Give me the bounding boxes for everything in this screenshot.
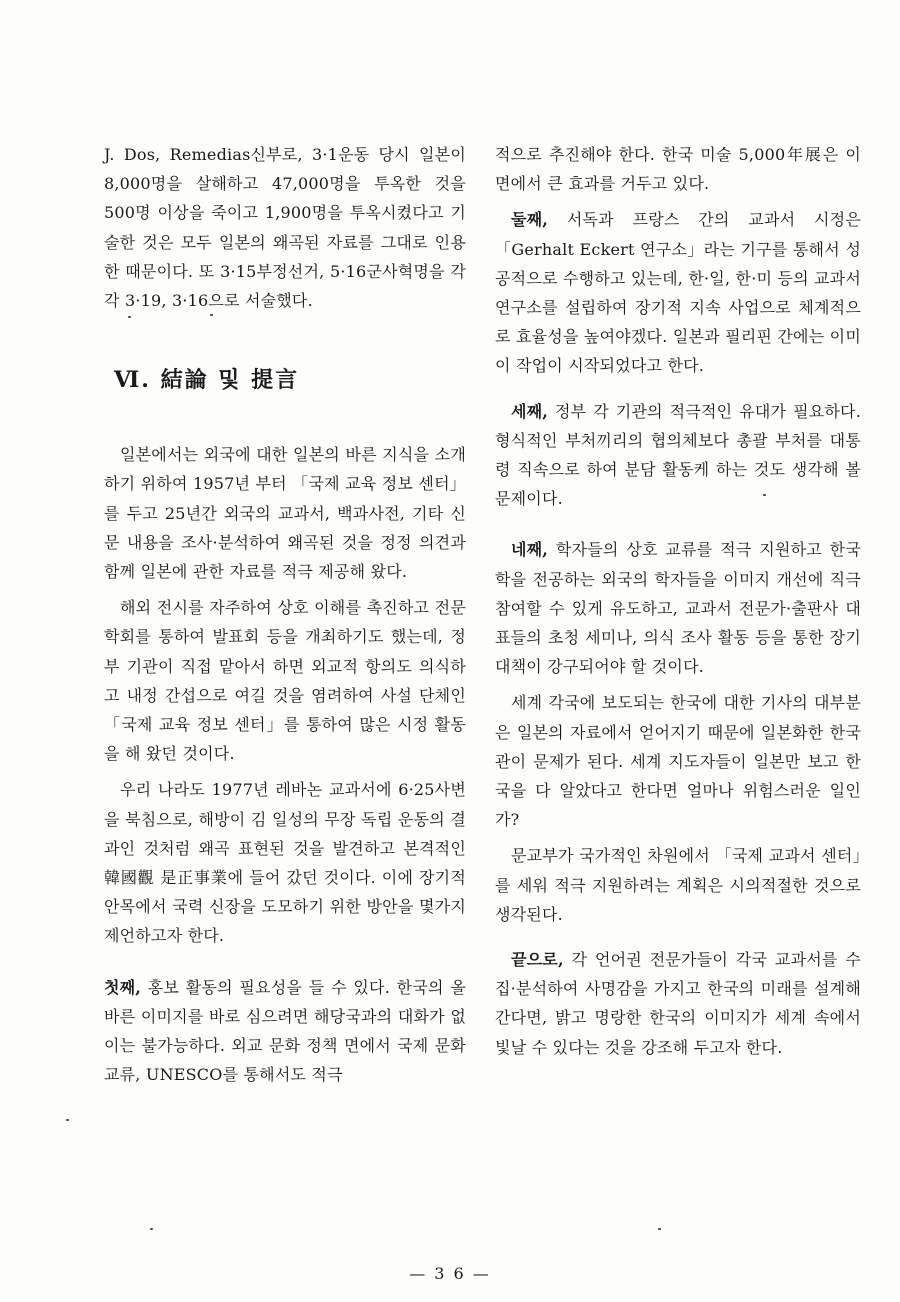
scan-speck <box>66 1119 69 1121</box>
paragraph-japan-center: 일본에서는 외국에 대한 일본의 바른 지식을 소개하기 위하여 1957년 부터 「국제 교육 정보 센터」를 두고 25년간 외국의 교과서, 백과사전, 기타 신문 내용을 조사·분석하여 왜곡된 것을 정정 의견과 함께 일본에 관한 자료를 적극 제공해 왔다. <box>104 445 466 582</box>
paragraph-first-proposal <box>104 973 466 1090</box>
last-body: 각 언어권 전문가들이 각국 교과서를 수집·분석하여 사명감을 가지고 한국의 미래를 설계해 간다면, 밝고 명랑한 한국의 이미지가 세계 속에서 빛날 수 있다는 것을 강조해 두고자 한다. <box>495 950 861 1057</box>
continuation-paragraph: 적으로 추진해야 한다. 한국 미술 5,000年展은 이 면에서 큰 효과를 거두고 있다. <box>495 145 861 194</box>
paragraph-ministry-plan: 문교부가 국가적인 차원에서 「국제 교과서 센터」를 세워 적극 지원하려는 계획은 시의적절한 것으로 생각된다. <box>495 846 861 924</box>
paragraph-korea-1977: 우리 나라도 1977년 레바논 교과서에 6·25사변을 북침으로, 해방이 김 일성의 무장 독립 운동의 결과인 것처럼 왜곡 표현된 것을 발견하고 본격적인 韓國觀 是正事業에 들어 갔던 것이다. 이에 장기적 안목에서 국력 신장을 도모하기 위한 방안을 몇가지 제언하고자 한다. <box>104 780 466 946</box>
second-body: 서독과 프랑스 간의 교과서 시정은 「Gerhalt Eckert 연구소」라는 기구를 통해서 성공적으로 수행하고 있는데, 한·일, 한·미 등의 교과서 연구소를 설립하여 장기적 지속 사업으로 체계적으로 효율성을 높여야겠다. 일본과 필리핀 간에는 이미 이 작업이 시작되었다고 한다. <box>495 210 861 376</box>
section-heading: Ⅵ. 結論 및 提言 <box>114 367 300 394</box>
paragraph-fourth-proposal <box>495 535 861 681</box>
paragraph-exhibitions: 해외 전시를 자주하여 상호 이해를 촉진하고 전문 학회를 통하여 발표회 등을 개최하기도 했는데, 정부 기관이 직접 맡아서 하면 외교적 항의도 의식하고 내정 간섭으로 여길 것을 염려하여 사설 단체인 「국제 교육 정보 센터」를 통하여 많은 시정 활동을 해 왔던 것이다. <box>104 598 466 764</box>
page-number: — 3 6 — <box>409 1264 491 1283</box>
third-body: 정부 각 기관의 적극적인 유대가 필요하다. 형식적인 부처끼리의 협의체보다 총괄 부처를 대통령 직속으로 하여 분담 활동케 하는 것도 생각해 볼 문제이다. <box>495 401 861 509</box>
intro-paragraph: J. Dos, Remedias신부로, 3·1운동 당시 일본이 8,000명을 살해하고 47,000명을 투옥한 것을 500명 이상을 죽이고 1,900명을 투옥시켰다고 기술한 것은 모두 일본의 왜곡된 자료를 그대로 인용한 때문이다. 또 3·15부정선거, 5·16군사혁명을 각각 3·19, 3·16으로 서술했다. <box>104 145 466 311</box>
third-lead: 세째, <box>511 401 549 421</box>
paragraph-conclusion <box>495 945 861 1062</box>
paragraph-world-reports: 세계 각국에 보도되는 한국에 대한 기사의 대부분은 일본의 자료에서 얻어지기 때문에 일본화한 한국관이 문제가 된다. 세계 지도자들이 일본만 보고 한국을 다 알았다고 한다면 얼마나 위험스러운 일인가? <box>495 693 861 830</box>
second-lead: 둘째, <box>511 210 549 230</box>
scan-speck <box>763 494 766 496</box>
scan-speck <box>658 1228 661 1230</box>
first-lead: 첫째, <box>104 977 142 997</box>
fourth-body: 학자들의 상호 교류를 적극 지원하고 한국학을 전공하는 외국의 학자들을 이미지 개선에 직극 참여할 수 있게 유도하고, 교과서 전문가·출판사 대표들의 초청 세미나, 의식 조사 활동 등을 통한 장기 대책이 강구되어야 할 것이다. <box>495 540 861 677</box>
fourth-lead: 네째, <box>511 540 549 560</box>
scan-speck <box>128 316 131 318</box>
scan-speck <box>150 1228 153 1230</box>
paragraph-third-proposal <box>495 397 861 514</box>
last-lead: 끝으로, <box>511 950 564 970</box>
left-column <box>104 140 466 1089</box>
paragraph-second-proposal <box>495 205 861 380</box>
scan-speck <box>210 314 213 316</box>
first-body: 홍보 활동의 필요성을 들 수 있다. 한국의 올바른 이미지를 바로 심으려면 해당국과의 대화가 없이는 불가능하다. 외교 문화 정책 면에서 국제 문화 교류, UNESCO를 통해서도 적극 <box>104 977 466 1085</box>
right-column <box>495 140 861 1062</box>
